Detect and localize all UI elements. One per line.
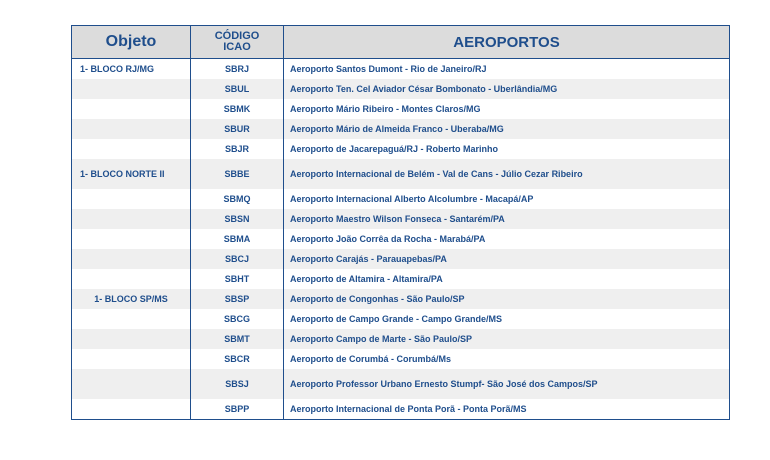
cell-codigo: SBSN <box>191 209 284 229</box>
table-row <box>72 209 730 229</box>
table-row <box>72 99 730 119</box>
cell-objeto <box>72 139 191 159</box>
cell-aeroporto: Aeroporto Mário de Almeida Franco - Uberaba/MG <box>290 124 504 134</box>
cell-codigo: SBMT <box>191 329 284 349</box>
table-row <box>72 289 730 309</box>
header-objeto: Objeto <box>72 26 191 59</box>
cell-objeto <box>72 229 191 249</box>
table-row <box>72 329 730 349</box>
table-row <box>72 249 730 269</box>
table-row <box>72 79 730 99</box>
cell-objeto <box>72 79 191 99</box>
cell-objeto <box>72 309 191 329</box>
airports-table-container <box>71 25 729 420</box>
cell-objeto: 1- BLOCO RJ/MG <box>72 59 191 80</box>
cell-codigo: SBUR <box>191 119 284 139</box>
cell-objeto <box>72 249 191 269</box>
table-row <box>72 119 730 139</box>
cell-aeroporto: Aeroporto Internacional Alberto Alcolumbre - Macapá/AP <box>290 194 534 204</box>
cell-objeto <box>72 119 191 139</box>
table-row <box>72 159 730 189</box>
cell-codigo: SBCR <box>191 349 284 369</box>
cell-aeroporto: Aeroporto Santos Dumont - Rio de Janeiro/RJ <box>290 64 487 74</box>
cell-aeroporto: Aeroporto Internacional de Belém - Val de Cans - Júlio Cezar Ribeiro <box>290 169 583 179</box>
cell-codigo: SBPP <box>191 399 284 420</box>
cell-codigo: SBCJ <box>191 249 284 269</box>
cell-objeto <box>72 209 191 229</box>
cell-aeroporto: Aeroporto de Campo Grande - Campo Grande/MS <box>290 314 503 324</box>
cell-objeto <box>72 399 191 420</box>
cell-codigo: SBBE <box>191 159 284 189</box>
cell-objeto <box>72 329 191 349</box>
cell-objeto <box>72 99 191 119</box>
table-row <box>72 229 730 249</box>
table-row <box>72 369 730 399</box>
table-row <box>72 399 730 420</box>
cell-codigo: SBCG <box>191 309 284 329</box>
cell-codigo: SBMQ <box>191 189 284 209</box>
cell-objeto: 1- BLOCO SP/MS <box>72 289 191 309</box>
cell-aeroporto: Aeroporto Internacional de Ponta Porã - Ponta Porã/MS <box>290 404 527 414</box>
cell-aeroporto: Aeroporto de Altamira - Altamira/PA <box>290 274 443 284</box>
airports-table <box>71 25 730 420</box>
cell-objeto: 1- BLOCO NORTE II <box>72 159 191 189</box>
table-header-row <box>72 26 730 59</box>
cell-aeroporto: Aeroporto Maestro Wilson Fonseca - Santarém/PA <box>290 214 505 224</box>
cell-objeto <box>72 349 191 369</box>
cell-aeroporto: Aeroporto João Corrêa da Rocha - Marabá/PA <box>290 234 486 244</box>
table-row <box>72 349 730 369</box>
header-aeroportos: AEROPORTOS <box>284 26 730 59</box>
cell-aeroporto: Aeroporto Campo de Marte - São Paulo/SP <box>290 334 473 344</box>
header-codigo-line1: CÓDIGO <box>214 30 260 42</box>
table-row <box>72 309 730 329</box>
header-codigo-icao <box>191 26 284 59</box>
cell-aeroporto: Aeroporto Professor Urbano Ernesto Stumpf- São José dos Campos/SP <box>290 379 598 389</box>
cell-aeroporto: Aeroporto Carajás - Parauapebas/PA <box>290 254 447 264</box>
cell-aeroporto: Aeroporto de Jacarepaguá/RJ - Roberto Marinho <box>290 144 499 154</box>
cell-objeto <box>72 189 191 209</box>
cell-objeto <box>72 369 191 399</box>
cell-objeto <box>72 269 191 289</box>
cell-codigo: SBJR <box>191 139 284 159</box>
table-row <box>72 139 730 159</box>
cell-aeroporto: Aeroporto Ten. Cel Aviador César Bombonato - Uberlândia/MG <box>290 84 558 94</box>
cell-codigo: SBMA <box>191 229 284 249</box>
cell-codigo: SBSP <box>191 289 284 309</box>
cell-codigo: SBRJ <box>191 59 284 80</box>
cell-codigo: SBHT <box>191 269 284 289</box>
header-codigo-line2: ICAO <box>223 41 251 53</box>
table-row <box>72 59 730 80</box>
cell-aeroporto: Aeroporto de Congonhas - São Paulo/SP <box>290 294 465 304</box>
cell-codigo: SBSJ <box>191 369 284 399</box>
cell-aeroporto: Aeroporto Mário Ribeiro - Montes Claros/MG <box>290 104 481 114</box>
table-row <box>72 269 730 289</box>
table-row <box>72 189 730 209</box>
cell-aeroporto: Aeroporto de Corumbá - Corumbá/Ms <box>290 354 452 364</box>
cell-codigo: SBUL <box>191 79 284 99</box>
cell-codigo: SBMK <box>191 99 284 119</box>
